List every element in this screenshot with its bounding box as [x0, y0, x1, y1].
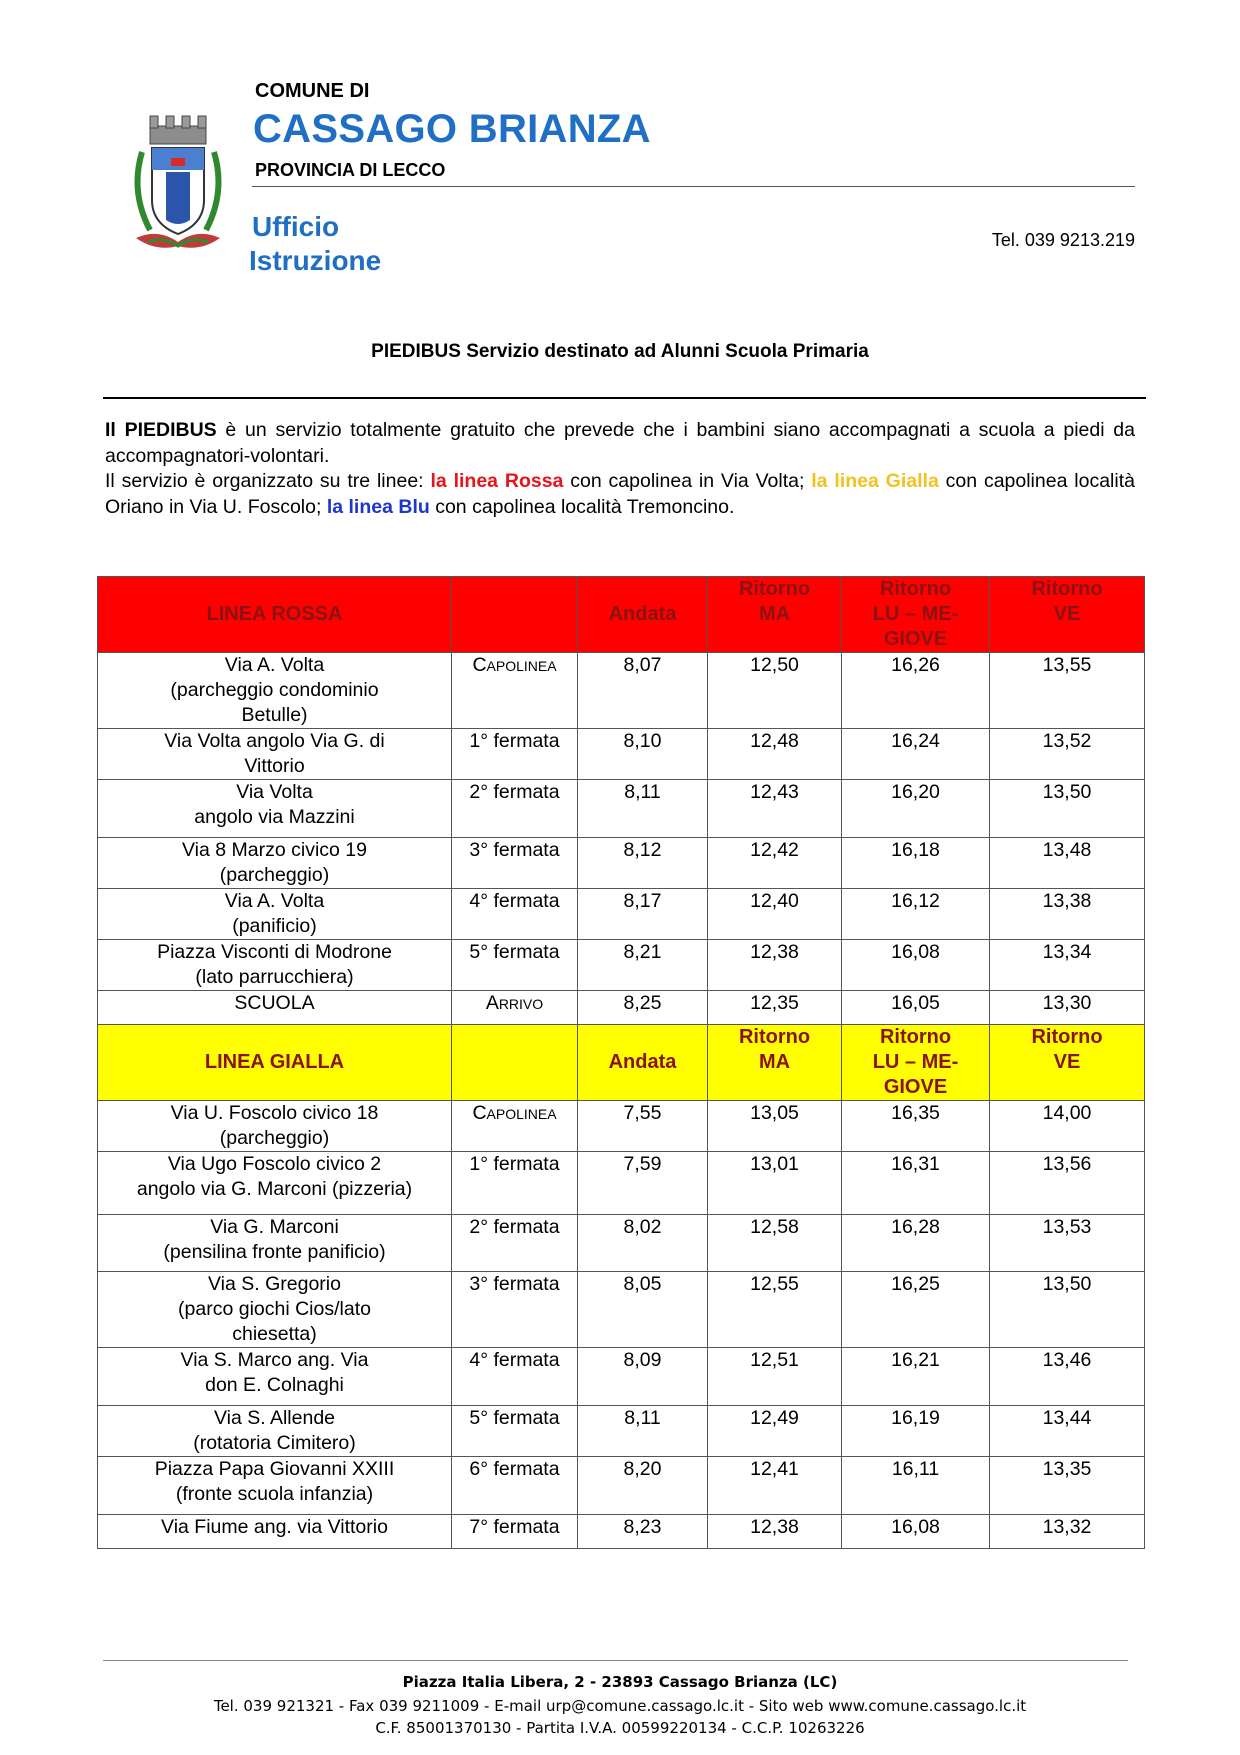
- stop-type: Capolinea: [452, 1101, 578, 1152]
- andata-time: 8,10: [578, 729, 708, 780]
- ritorno-ma-time: 12,38: [708, 1515, 842, 1549]
- stop-location: Via Ugo Foscolo civico 2 angolo via G. Marconi (pizzeria): [98, 1152, 452, 1215]
- col-ritorno-ma-header: Ritorno MA: [708, 577, 842, 653]
- ritorno-lu-me-giove-time: 16,24: [842, 729, 990, 780]
- linea-gialla-header-row: [98, 1025, 1145, 1101]
- stop-type: 4° fermata: [452, 1348, 578, 1406]
- header-empty-cell: [452, 1025, 578, 1101]
- col-ritorno-ma-header: Ritorno MA: [708, 1025, 842, 1101]
- ritorno-ve-time: 13,50: [990, 780, 1145, 838]
- ritorno-ma-time: 12,55: [708, 1272, 842, 1348]
- stop-type: 5° fermata: [452, 940, 578, 991]
- stop-location: Via A. Volta (parcheggio condominio Betulle): [98, 653, 452, 729]
- ritorno-ma-time: 12,58: [708, 1215, 842, 1272]
- andata-time: 8,12: [578, 838, 708, 889]
- stop-location: Via S. Allende (rotatoria Cimitero): [98, 1406, 452, 1457]
- stop-location: Via G. Marconi (pensilina fronte panificio): [98, 1215, 452, 1272]
- andata-time: 8,05: [578, 1272, 708, 1348]
- yellow-line-word: Gialla: [885, 470, 939, 492]
- stop-type: 5° fermata: [452, 1406, 578, 1457]
- ritorno-lu-me-giove-time: 16,20: [842, 780, 990, 838]
- line-name: LINEA ROSSA: [98, 577, 452, 653]
- table-row: [98, 889, 1145, 940]
- title-divider: [103, 397, 1146, 399]
- stop-location: Via Volta angolo via Mazzini: [98, 780, 452, 838]
- red-line-prefix: la linea: [430, 470, 505, 492]
- city-name: CASSAGO BRIANZA: [253, 107, 651, 151]
- stop-type: 3° fermata: [452, 1272, 578, 1348]
- footer-divider: [103, 1660, 1128, 1661]
- ritorno-lu-me-giove-time: 16,35: [842, 1101, 990, 1152]
- ritorno-lu-me-giove-time: 16,08: [842, 1515, 990, 1549]
- ritorno-lu-me-giove-time: 16,19: [842, 1406, 990, 1457]
- table-row: [98, 940, 1145, 991]
- ritorno-ve-time: 14,00: [990, 1101, 1145, 1152]
- stop-location: Via S. Gregorio (parco giochi Cios/lato chiesetta): [98, 1272, 452, 1348]
- header-empty-cell: [452, 577, 578, 653]
- ritorno-ma-time: 12,51: [708, 1348, 842, 1406]
- table-row: [98, 1215, 1145, 1272]
- ritorno-ve-time: 13,38: [990, 889, 1145, 940]
- office-phone: Tel. 039 9213.219: [991, 230, 1135, 250]
- table-row: [98, 1101, 1145, 1152]
- stop-location: Via 8 Marzo civico 19 (parcheggio): [98, 838, 452, 889]
- stop-type: 1° fermata: [452, 729, 578, 780]
- stop-type: Arrivo: [452, 991, 578, 1025]
- coat-of-arms-logo: [128, 112, 228, 262]
- andata-time: 8,11: [578, 1406, 708, 1457]
- yellow-line-prefix: la linea: [811, 470, 886, 492]
- table-row: [98, 1152, 1145, 1215]
- table-row: [98, 653, 1145, 729]
- andata-time: 8,02: [578, 1215, 708, 1272]
- ritorno-ma-time: 12,40: [708, 889, 842, 940]
- footer-address: Piazza Italia Libera, 2 - 23893 Cassago Brianza (LC): [402, 1673, 838, 1691]
- ritorno-ve-time: 13,32: [990, 1515, 1145, 1549]
- stop-location: SCUOLA: [98, 991, 452, 1025]
- ritorno-ma-time: 12,49: [708, 1406, 842, 1457]
- office-name-line2: Istruzione: [249, 245, 382, 276]
- stop-location: Piazza Papa Giovanni XXIII (fronte scuola infanzia): [98, 1457, 452, 1515]
- ritorno-ve-time: 13,34: [990, 940, 1145, 991]
- ritorno-ma-time: 12,38: [708, 940, 842, 991]
- ritorno-lu-me-giove-time: 16,08: [842, 940, 990, 991]
- table-row: [98, 991, 1145, 1025]
- blue-line-word: Blu: [398, 495, 430, 518]
- table-row: [98, 729, 1145, 780]
- stop-type: 2° fermata: [452, 1215, 578, 1272]
- col-ritorno-ve-header: Ritorno VE: [990, 1025, 1145, 1101]
- office-name: [249, 210, 382, 278]
- intro-lead-rest: è un servizio totalmente gratuito che prevede che i bambini siano accompagnati a scuola a piedi da accompagnatori-volontari.: [105, 419, 1135, 467]
- stop-type: 2° fermata: [452, 780, 578, 838]
- line-name: LINEA GIALLA: [98, 1025, 452, 1101]
- ritorno-lu-me-giove-time: 16,21: [842, 1348, 990, 1406]
- ritorno-lu-me-giove-time: 16,11: [842, 1457, 990, 1515]
- intro-paragraph-2: [105, 469, 1135, 520]
- col-ritorno-ve-header: Ritorno VE: [990, 577, 1145, 653]
- ritorno-ma-time: 13,01: [708, 1152, 842, 1215]
- stop-location: Via Fiume ang. via Vittorio: [98, 1515, 452, 1549]
- footer-contacts: Tel. 039 921321 - Fax 039 9211009 - E-mail urp@comune.cassago.lc.it - Sito web www.comune.cassago.lc.it: [213, 1697, 1027, 1715]
- stop-type: 1° fermata: [452, 1152, 578, 1215]
- ritorno-ma-time: 12,50: [708, 653, 842, 729]
- table-row: [98, 838, 1145, 889]
- ritorno-ma-time: 12,48: [708, 729, 842, 780]
- ritorno-ve-time: 13,50: [990, 1272, 1145, 1348]
- ritorno-ve-time: 13,35: [990, 1457, 1145, 1515]
- ritorno-lu-me-giove-time: 16,25: [842, 1272, 990, 1348]
- blue-line-prefix: la linea: [326, 495, 399, 518]
- ritorno-ve-time: 13,56: [990, 1152, 1145, 1215]
- ritorno-ve-time: 13,48: [990, 838, 1145, 889]
- ritorno-ve-time: 13,52: [990, 729, 1145, 780]
- intro-paragraph-1: [105, 418, 1135, 469]
- andata-time: 8,21: [578, 940, 708, 991]
- intro-lead: Il PIEDIBUS: [105, 419, 217, 441]
- intro-lines-1: Il servizio è organizzato su tre linee:: [105, 470, 431, 492]
- andata-time: 8,11: [578, 780, 708, 838]
- intro-text: [105, 418, 1135, 520]
- province-label: PROVINCIA DI LECCO: [255, 160, 446, 180]
- ritorno-ma-time: 12,41: [708, 1457, 842, 1515]
- andata-time: 8,09: [578, 1348, 708, 1406]
- document-title: PIEDIBUS Servizio destinato ad Alunni Scuola Primaria: [371, 341, 869, 362]
- stop-type: 6° fermata: [452, 1457, 578, 1515]
- andata-time: 8,20: [578, 1457, 708, 1515]
- table-row: [98, 1348, 1145, 1406]
- ritorno-ve-time: 13,55: [990, 653, 1145, 729]
- stop-location: Via S. Marco ang. Via don E. Colnaghi: [98, 1348, 452, 1406]
- col-ritorno-lu-me-giove-header: Ritorno LU – ME- GIOVE: [842, 577, 990, 653]
- municipality-label: COMUNE DI: [255, 80, 370, 102]
- table-row: [98, 1457, 1145, 1515]
- ritorno-lu-me-giove-time: 16,18: [842, 838, 990, 889]
- andata-time: 7,55: [578, 1101, 708, 1152]
- ritorno-lu-me-giove-time: 16,28: [842, 1215, 990, 1272]
- ritorno-ve-time: 13,53: [990, 1215, 1145, 1272]
- ritorno-ma-time: 12,43: [708, 780, 842, 838]
- andata-time: 8,07: [578, 653, 708, 729]
- linea-rossa-header-row: [98, 577, 1145, 653]
- stop-type: 4° fermata: [452, 889, 578, 940]
- table-row: [98, 780, 1145, 838]
- piedibus-schedule-table: [97, 576, 1145, 1549]
- stop-location: Piazza Visconti di Modrone (lato parrucchiera): [98, 940, 452, 991]
- ritorno-lu-me-giove-time: 16,12: [842, 889, 990, 940]
- col-andata-header: Andata: [578, 577, 708, 653]
- andata-time: 8,17: [578, 889, 708, 940]
- ritorno-ve-time: 13,44: [990, 1406, 1145, 1457]
- table-row: [98, 1406, 1145, 1457]
- office-name-line1: Ufficio: [252, 211, 340, 242]
- col-andata-header: Andata: [578, 1025, 708, 1101]
- andata-time: 7,59: [578, 1152, 708, 1215]
- header-divider: [252, 186, 1135, 187]
- table-row: [98, 1272, 1145, 1348]
- red-line-word: Rossa: [504, 470, 564, 492]
- andata-time: 8,23: [578, 1515, 708, 1549]
- andata-time: 8,25: [578, 991, 708, 1025]
- stop-location: Via Volta angolo Via G. di Vittorio: [98, 729, 452, 780]
- ritorno-ma-time: 12,35: [708, 991, 842, 1025]
- stop-location: Via A. Volta (panificio): [98, 889, 452, 940]
- ritorno-ma-time: 12,42: [708, 838, 842, 889]
- ritorno-ve-time: 13,30: [990, 991, 1145, 1025]
- stop-type: 3° fermata: [452, 838, 578, 889]
- ritorno-lu-me-giove-time: 16,05: [842, 991, 990, 1025]
- stop-type: Capolinea: [452, 653, 578, 729]
- footer-fiscal: C.F. 85001370130 - Partita I.V.A. 00599220134 - C.C.P. 10263226: [375, 1719, 865, 1737]
- intro-lines-2: con capolinea in Via Volta;: [563, 470, 812, 492]
- ritorno-ve-time: 13,46: [990, 1348, 1145, 1406]
- stop-location: Via U. Foscolo civico 18 (parcheggio): [98, 1101, 452, 1152]
- intro-lines-3: con capolinea località Oriano in Via U. Foscolo;: [105, 470, 1135, 518]
- ritorno-lu-me-giove-time: 16,31: [842, 1152, 990, 1215]
- ritorno-ma-time: 13,05: [708, 1101, 842, 1152]
- col-ritorno-lu-me-giove-header: Ritorno LU – ME- GIOVE: [842, 1025, 990, 1101]
- table-row: [98, 1515, 1145, 1549]
- ritorno-lu-me-giove-time: 16,26: [842, 653, 990, 729]
- intro-lines-4: con capolinea località Tremoncino.: [429, 495, 735, 518]
- stop-type: 7° fermata: [452, 1515, 578, 1549]
